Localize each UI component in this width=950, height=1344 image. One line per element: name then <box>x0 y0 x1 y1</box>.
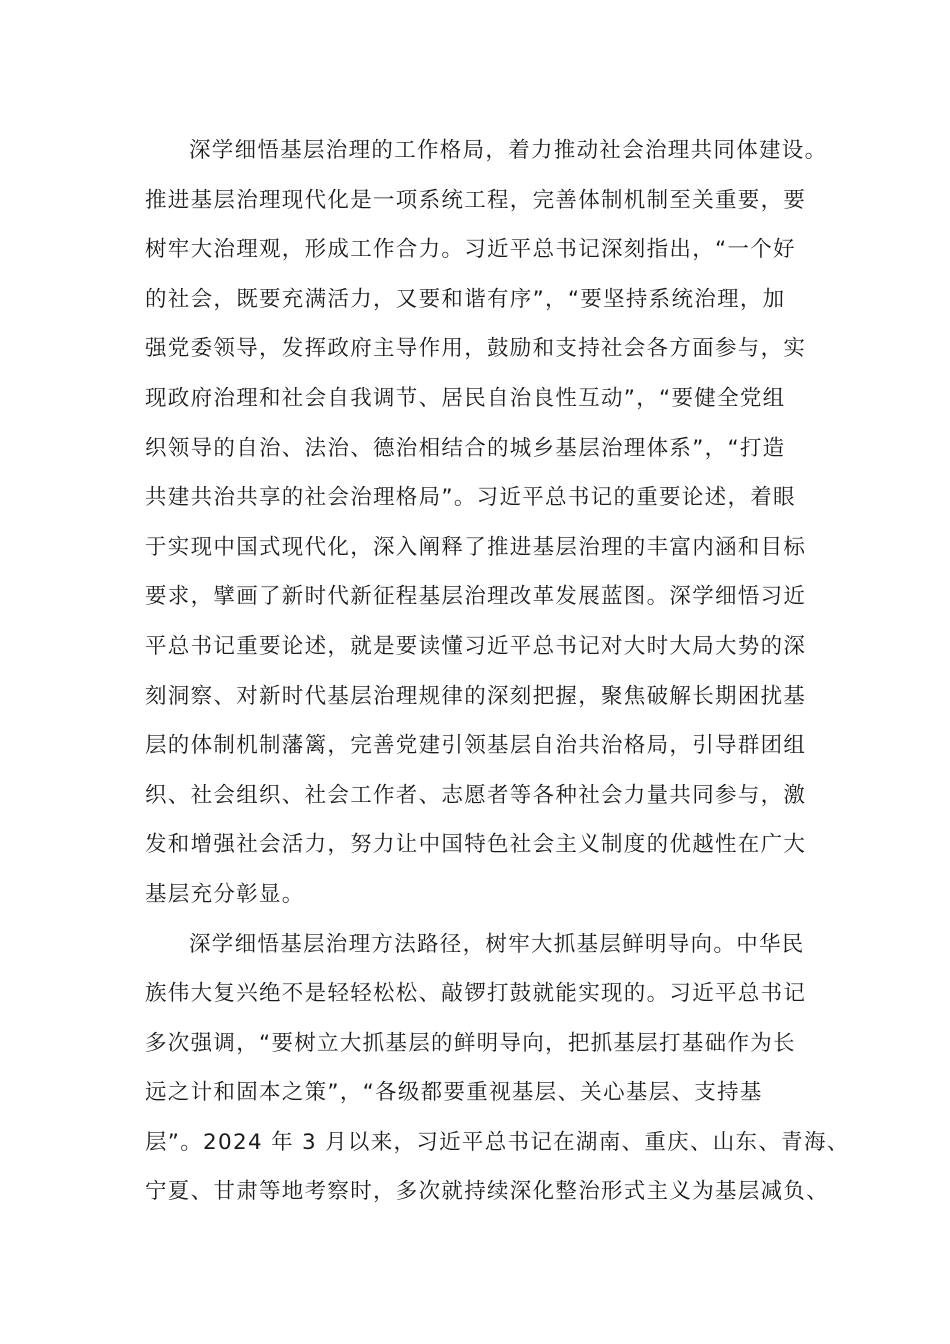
text-line: 族伟大复兴绝不是轻轻松松、敲锣打鼓就能实现的。习近平总书记 <box>145 981 807 1007</box>
text-line: 织、社会组织、社会工作者、志愿者等各种社会力量共同参与，激 <box>145 782 807 808</box>
text-line: 远之计和固本之策”，“各级都要重视基层、关心基层、支持基 <box>145 1080 763 1106</box>
text-line: 层的体制机制藩篱，完善党建引领基层自治共治格局，引导群团组 <box>145 733 807 759</box>
text-line: 织领导的自治、法治、德治相结合的城乡基层治理体系”，“打造 <box>145 435 786 461</box>
text-line: 层”。2024 年 3 月以来，习近平总书记在湖南、重庆、山东、青海、 <box>145 1129 850 1155</box>
text-line: 于实现中国式现代化，深入阐释了推进基层治理的丰富内涵和目标 <box>145 534 807 560</box>
text-line: 发和增强社会活力，努力让中国特色社会主义制度的优越性在广大 <box>145 832 807 858</box>
text-line: 共建共治共享的社会治理格局”。习近平总书记的重要论述，着眼 <box>145 485 796 511</box>
paragraph <box>145 126 845 920</box>
document-body <box>145 126 850 1217</box>
text-line: 推进基层治理现代化是一项系统工程，完善体制机制至关重要，要 <box>145 187 807 213</box>
text-line: 多次强调，“要树立大抓基层的鲜明导向，把抓基层打基础作为长 <box>145 1030 796 1056</box>
text-line: 宁夏、甘肃等地考察时，多次就持续深化整治形式主义为基层减负、 <box>145 1179 830 1205</box>
text-line: 的社会，既要充满活力，又要和谐有序”，“要坚持系统治理，加 <box>145 286 786 312</box>
text-line: 深学细悟基层治理的工作格局，着力推动社会治理共同体建设。 <box>189 138 828 163</box>
text-line: 现政府治理和社会自我调节、居民自治良性互动”，“要健全党组 <box>145 385 786 411</box>
paragraph <box>145 920 850 1218</box>
text-line: 要求，擘画了新时代新征程基层治理改革发展蓝图。深学细悟习近 <box>145 584 807 610</box>
text-line: 基层充分彰显。 <box>145 881 305 907</box>
text-line: 强党委领导，发挥政府主导作用，鼓励和支持社会各方面参与，实 <box>145 336 807 362</box>
text-line: 树牢大治理观，形成工作合力。习近平总书记深刻指出，“一个好 <box>145 237 796 263</box>
text-line: 平总书记重要论述，就是要读懂习近平总书记对大时大局大势的深 <box>145 633 807 659</box>
text-line: 刻洞察、对新时代基层治理规律的深刻把握，聚焦破解长期困扰基 <box>145 683 807 709</box>
text-line: 深学细悟基层治理方法路径，树牢大抓基层鲜明导向。中华民 <box>189 931 805 957</box>
